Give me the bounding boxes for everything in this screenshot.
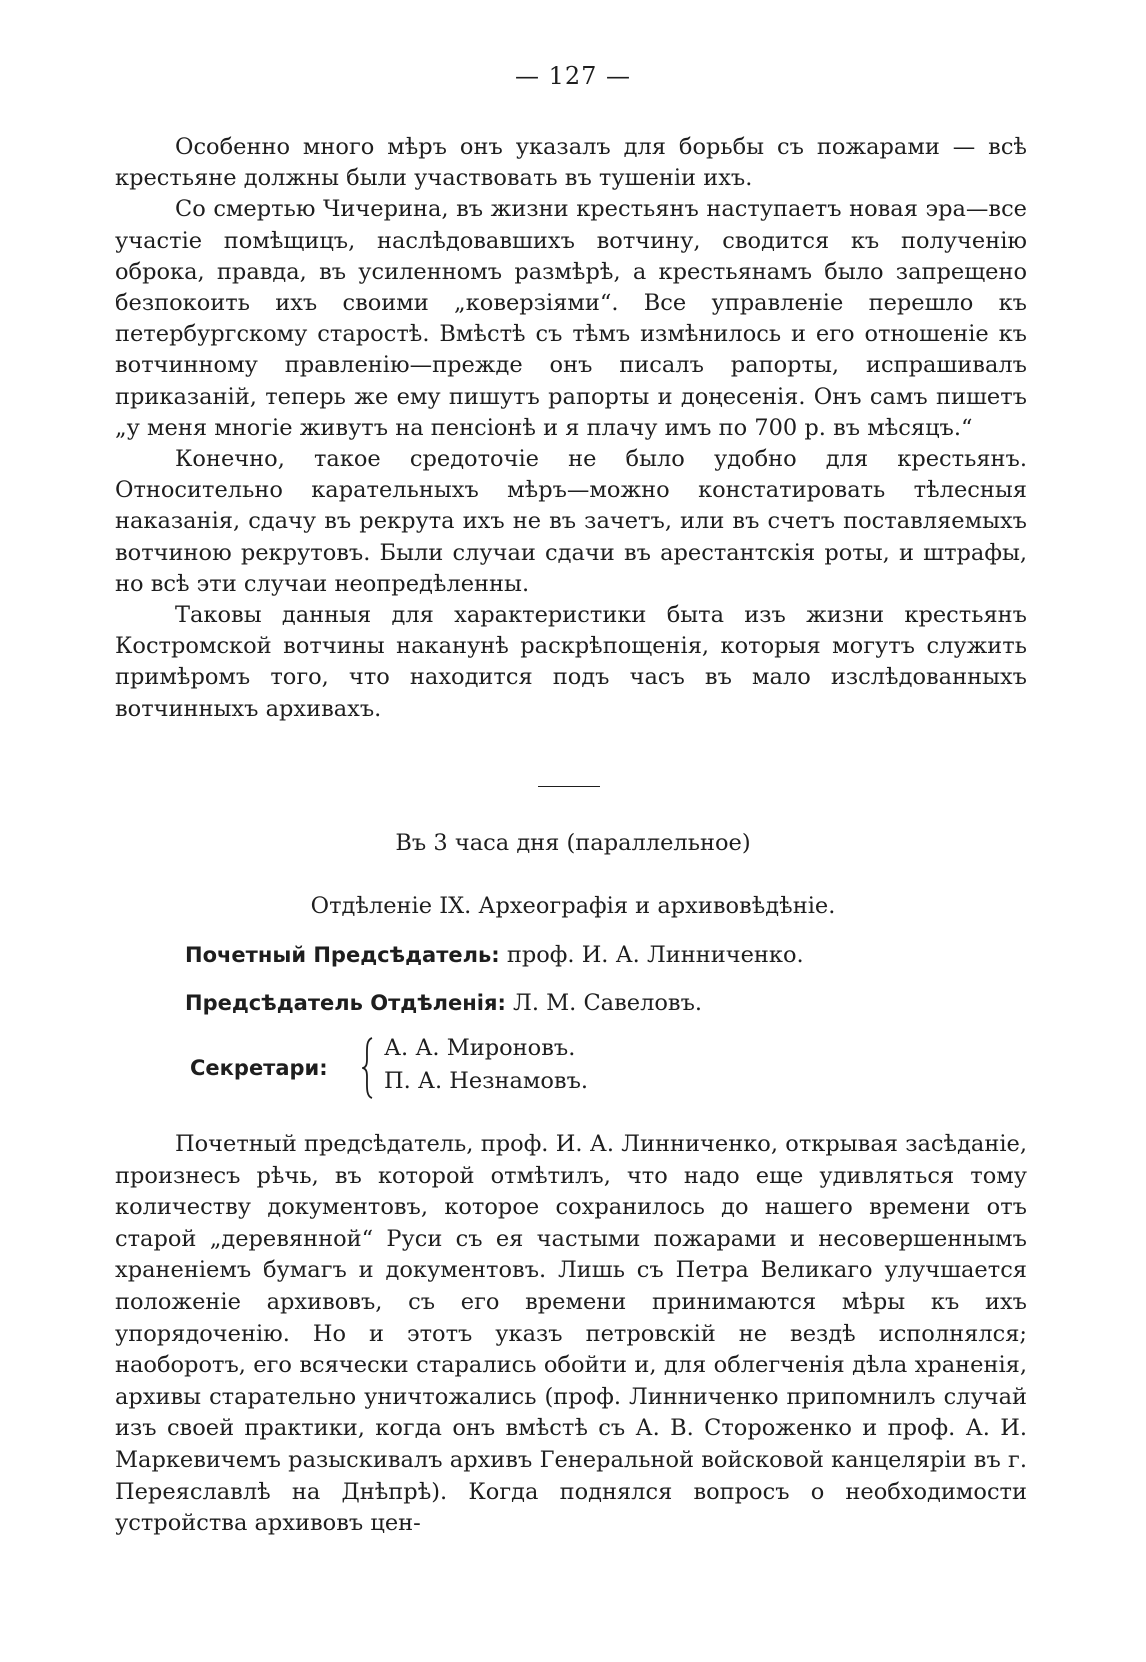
paragraph-linnichenko-speech: Почетный предсѣдатель, проф. И. А. Линниченко, открывая засѣданіе, произнесъ рѣчь, въ которой отмѣтилъ, что надо еще удивляться тому количеству документовъ, которое сохранилось до нашего времени отъ старой „деревянной“ Руси съ ея частыми пожарами и несовершеннымъ храненіемъ бумагъ и документовъ. Лишь съ Петра Великаго улучшается положеніе архивовъ, съ его времени принимаются мѣры къ ихъ упорядоченію. Но и этотъ указъ петровскій не вездѣ исполнялся; наоборотъ, его всячески старались обойти и, для облегченія дѣла храненія, архивы старательно уничтожались (проф. Линниченко припомнилъ случай изъ своей практики, когда онъ вмѣстѣ съ А. В. Стороженко и проф. А. И. Маркевичемъ разыскивалъ архивъ Генеральной войсковой канцеляріи въ г. Переяславлѣ на Днѣпрѣ). Когда поднялся вопросъ о необходимости устройства архивовъ цен- [115,1131,1027,1537]
paragraph-chicherin-death: Со смертью Чичерина, въ жизни крестьянъ наступаетъ новая эра—все участіе помѣщицъ, наслѣдовавшихъ вотчину, сводится къ полученію оброка, правда, въ усиленномъ размѣрѣ, а крестьянамъ было запрещено безпокоить ихъ своими „коверзіями“. Все управленіе перешло къ петербургскому старостѣ. Вмѣстѣ съ тѣмъ измѣнилось и его отношеніе къ вотчинному правленію—прежде онъ писалъ рапорты, испрашивалъ приказаній, теперь же ему пишутъ рапорты и доңесенія. Онъ самъ пишетъ „у меня многіе живутъ на пенсіонѣ и я плачу имъ по 700 р. въ мѣсяцъ.“ [115,196,1027,441]
secretaries-block [185,1035,785,1107]
honorary-chair-label: Почетный Предсѣдатель: [185,943,500,967]
secretaries-label: Секретари: [190,1056,328,1080]
secretary-name: П. А. Незнамовъ. [384,1068,589,1094]
body-text-bottom [115,1129,1027,1540]
chair-name: Л. М. Савеловъ. [513,990,703,1016]
section-divider [538,786,600,787]
paragraph-punishments: Конечно, такое средоточіе не было удобно для крестьянъ. Относительно карательныхъ мѣръ—можно констатировать тѣлесныя наказанія, сдачу въ рекрута ихъ не въ зачетъ, или въ счетъ поставляемыхъ вотчиною рекрутовъ. Были случаи сдачи въ арестантскія роты, и штрафы, но всѣ эти случаи неопредѣленны. [115,446,1027,597]
section-title: Отдѣленіе IX. Археографія и архивовѣдѣніе. [310,893,836,919]
curly-brace-icon [362,1037,374,1099]
body-text-top [115,132,1027,725]
chair-line [185,990,702,1016]
chair-label: Предсѣдатель Отдѣленія: [185,991,506,1015]
honorary-chair-name: проф. И. А. Линниченко. [506,942,804,968]
paragraph-conclusion: Таковы данныя для характеристики быта изъ жизни крестьянъ Костромской вотчины наканунѣ раскрѣпощенія, которыя могутъ служить примѣромъ того, что находится подъ часъ въ мало изслѣдованныхъ вотчинныхъ архивахъ. [115,602,1027,722]
secretary-name: А. А. Мироновъ. [384,1035,576,1061]
paragraph-fire-measures: Особенно много мѣръ онъ указалъ для борьбы съ пожарами — всѣ крестьяне должны были участвовать въ тушеніи ихъ. [115,134,1027,192]
page-number: — 127 — [514,62,632,90]
honorary-chair-line [185,942,804,968]
session-time: Въ 3 часа дня (параллельное) [395,830,751,856]
